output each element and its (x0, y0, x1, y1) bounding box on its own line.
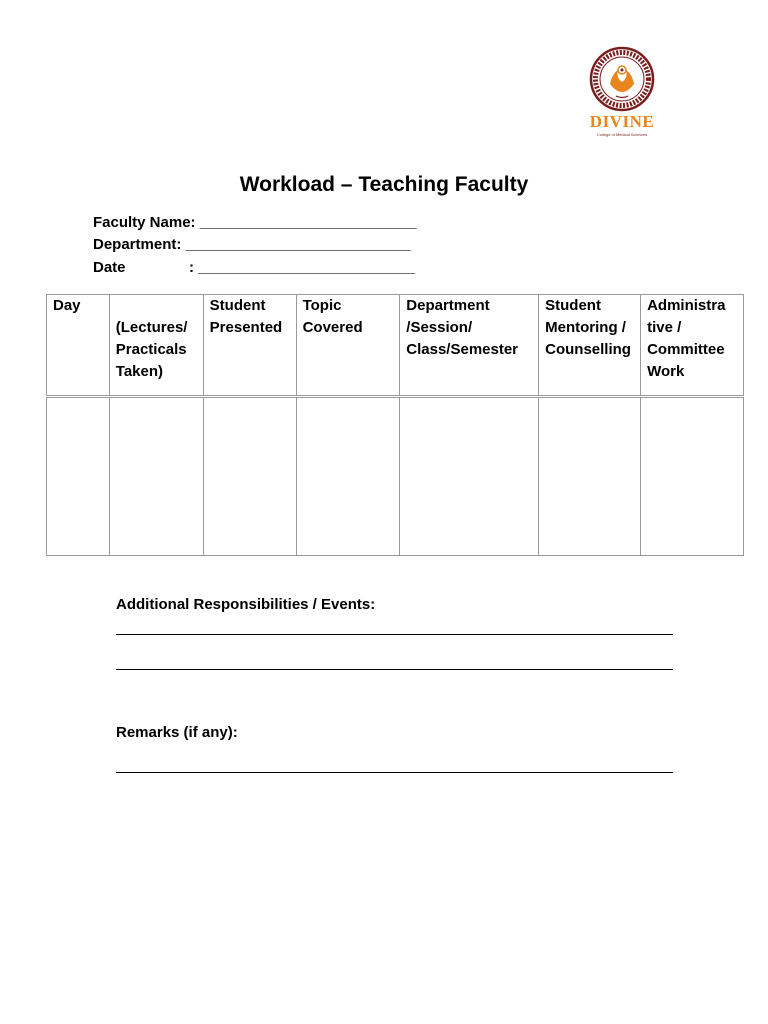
remarks-label: Remarks (if any): (116, 724, 238, 741)
additional-responsibilities-line-2[interactable] (116, 669, 673, 670)
department-label: Department: (93, 236, 182, 253)
date-blank: __________________________ (198, 259, 416, 276)
cell-topic-covered[interactable] (296, 397, 400, 556)
workload-table (46, 294, 744, 556)
header-administrative-work: Administra tive / Committee Work (641, 295, 744, 397)
additional-responsibilities-label: Additional Responsibilities / Events: (116, 596, 376, 613)
header-student-presented: Student Presented (203, 295, 296, 397)
cell-student-mentoring[interactable] (539, 397, 641, 556)
cell-department-session[interactable] (400, 397, 539, 556)
logo-wordmark: DIVINE (589, 112, 655, 131)
faculty-name-field[interactable] (93, 214, 417, 232)
faculty-name-label: Faculty Name: (93, 214, 196, 231)
header-topic-covered: Topic Covered (296, 295, 400, 397)
additional-responsibilities-line-1[interactable] (116, 634, 673, 635)
header-day: Day (47, 295, 110, 397)
table-row (47, 397, 744, 556)
emblem-icon (582, 46, 662, 112)
department-field[interactable] (93, 236, 411, 254)
cell-student-presented[interactable] (203, 397, 296, 556)
header-student-mentoring: Student Mentoring / Counselling (539, 295, 641, 397)
date-field[interactable] (93, 259, 415, 277)
cell-administrative-work[interactable] (641, 397, 744, 556)
remarks-line[interactable] (116, 772, 673, 773)
page-title: Workload – Teaching Faculty (239, 173, 529, 196)
faculty-name-blank: __________________________ (199, 214, 417, 231)
date-separator: : (189, 259, 194, 276)
cell-day[interactable] (47, 397, 110, 556)
header-lectures: (Lectures/ Practicals Taken) (109, 295, 203, 397)
cell-lectures[interactable] (109, 397, 203, 556)
header-department-session: Department /Session/ Class/Semester (400, 295, 539, 397)
table-header-row (47, 295, 744, 397)
college-logo (582, 46, 662, 142)
logo-tagline: College of Medical Sciences (596, 132, 648, 137)
date-label: Date (93, 259, 126, 276)
department-blank: ___________________________ (185, 236, 411, 253)
